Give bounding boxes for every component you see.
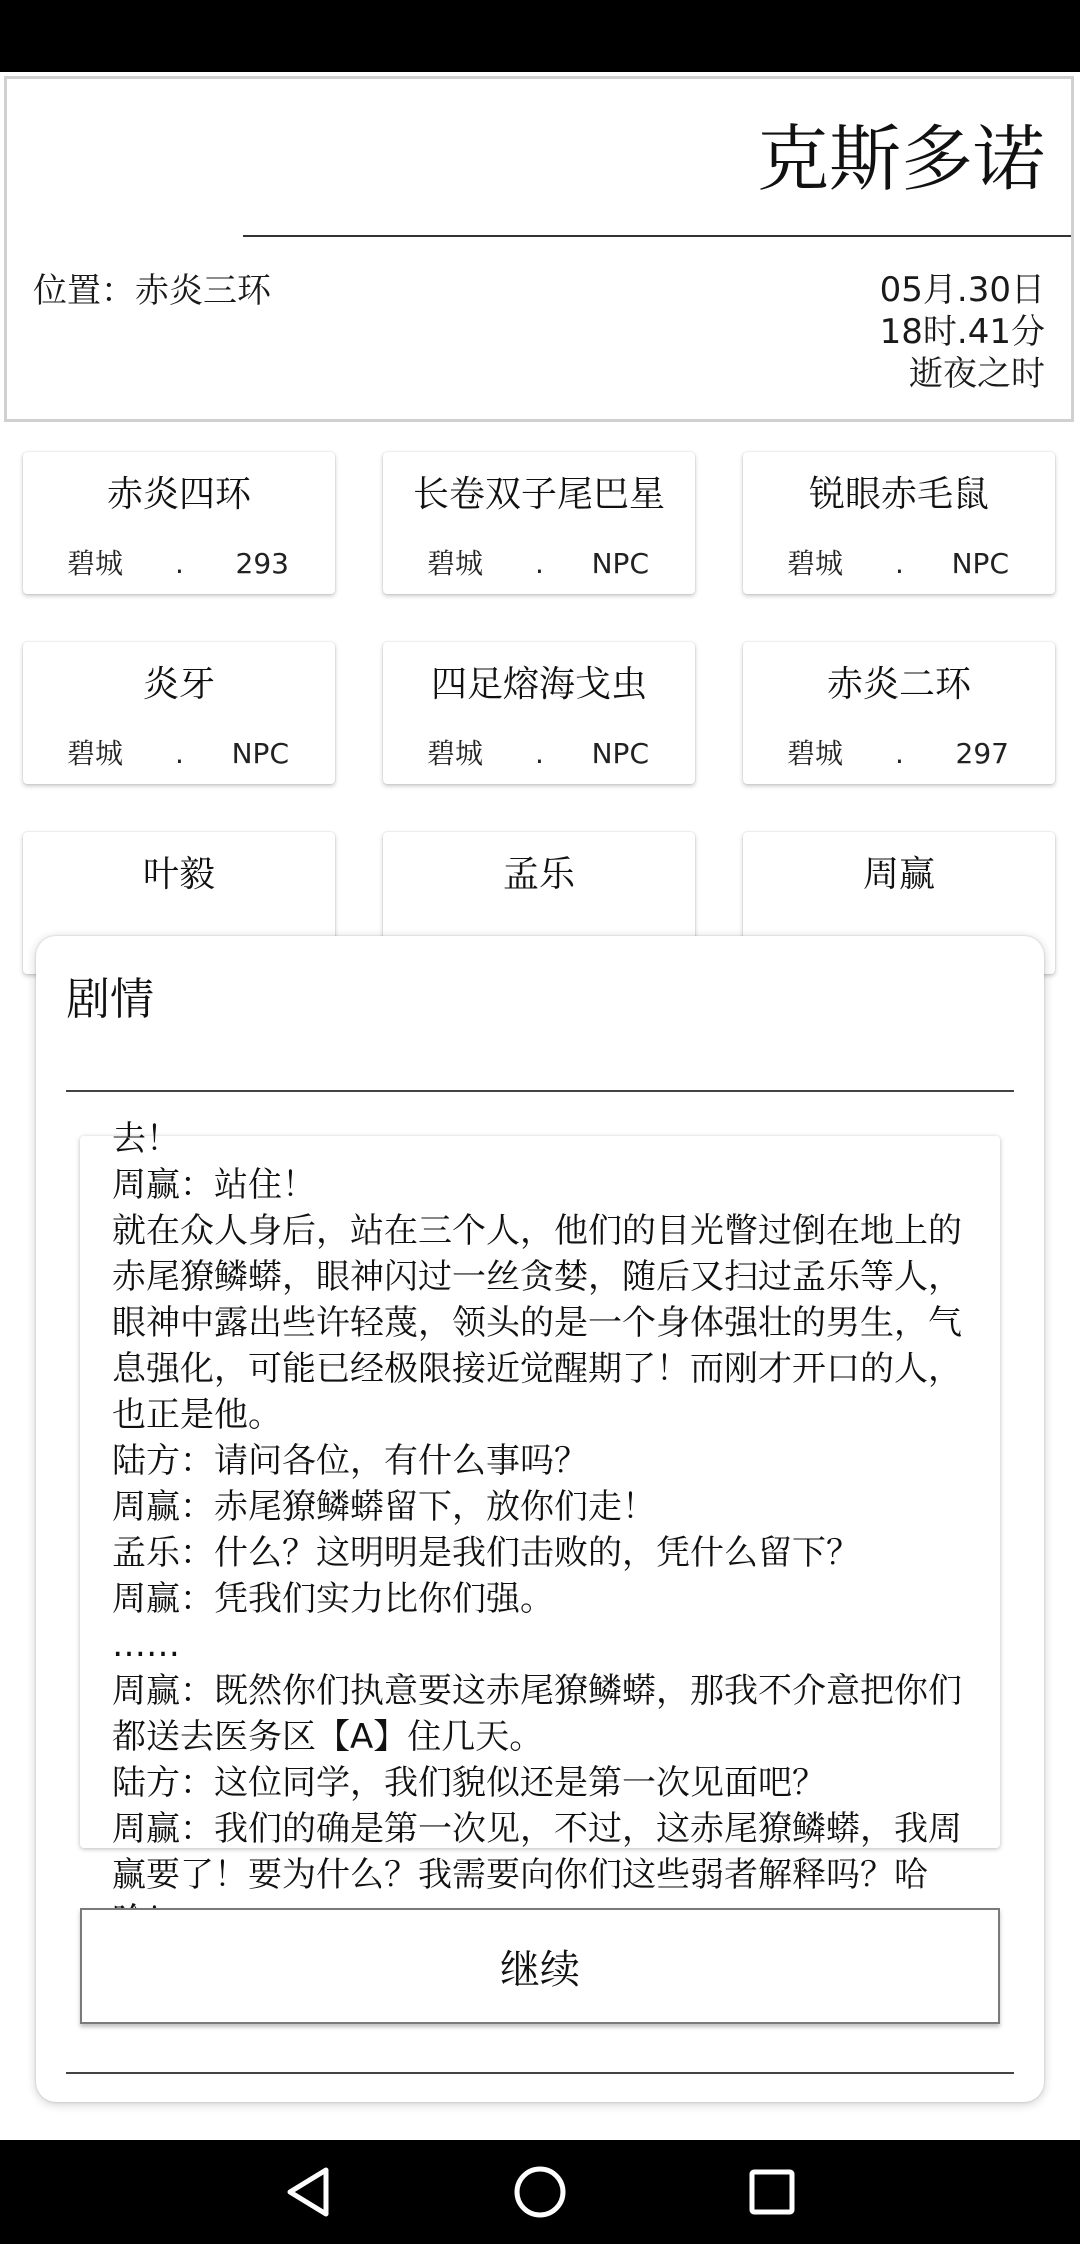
entity-name: 叶毅 [142,854,215,895]
entity-separator: . [175,737,184,770]
entity-value: 293 [235,547,289,580]
entity-name: 炎牙 [142,664,215,705]
back-triangle-icon[interactable] [282,2164,338,2220]
entity-grid[interactable] [0,430,1080,900]
time-block [880,269,1045,395]
entity-info [743,738,1055,770]
story-line: 陆方：请问各位，有什么事吗？ [112,1441,588,1481]
story-text [112,1116,974,1944]
story-line: 孟乐：什么？这明明是我们击败的，凭什么留下？ [112,1533,860,1573]
dialog-divider [66,1090,1014,1092]
entity-info [383,548,695,580]
story-line: 陆方：这位同学，我们貌似还是第一次见面吧？ [112,1763,826,1803]
location-label: 位置：赤炎三环 [33,271,271,311]
story-line: …… [112,1625,180,1665]
entity-card[interactable] [383,642,695,784]
period-label: 逝夜之时 [909,354,1045,394]
story-line: 去！ [112,1119,180,1159]
story-line: 就在众人身后，站在三个人，他们的目光瞥过倒在地上的赤尾獠鳞蟒，眼神闪过一丝贪婪，随后又扫过孟乐等人，眼神中露出些许轻蔑，领头的是一个身体强壮的男生，气息强化，可能已经极限接近觉醒期了！而刚才开口的人，也正是他。 [112,1211,962,1435]
entity-region: 碧城 [427,547,484,580]
entity-card[interactable] [383,452,695,594]
entity-name: 赤炎四环 [106,474,251,515]
dialog-divider [66,2072,1014,2074]
entity-separator: . [535,737,544,770]
entity-region: 碧城 [67,547,124,580]
time-label: 18时.41分 [879,312,1045,352]
entity-separator: . [895,737,904,770]
entity-card[interactable] [743,452,1055,594]
entity-region: 碧城 [67,737,124,770]
entity-region: 碧城 [787,737,844,770]
entity-info [743,548,1055,580]
entity-value: NPC [591,547,649,580]
entity-value: NPC [231,737,289,770]
continue-button[interactable]: 继续 [80,1908,1000,2024]
home-circle-icon[interactable] [512,2164,568,2220]
entity-name: 长卷双子尾巴星 [412,474,665,515]
entity-separator: . [895,547,904,580]
entity-info [23,738,335,770]
story-line: 周赢：凭我们实力比你们强。 [112,1579,554,1619]
story-line: 周赢：赤尾獠鳞蟒留下，放你们走！ [112,1487,656,1527]
entity-value: NPC [951,547,1009,580]
entity-card[interactable] [23,642,335,784]
header-card [4,76,1074,422]
entity-separator: . [535,547,544,580]
story-text-box[interactable] [80,1119,1000,1895]
entity-separator: . [175,547,184,580]
dialog-title: 剧情 [66,974,154,1025]
entity-value: NPC [591,737,649,770]
title-divider [243,235,1071,237]
date-label: 05月.30日 [879,270,1045,310]
entity-name: 四足熔海戈虫 [430,664,647,705]
game-title: 克斯多诺 [756,117,1045,201]
story-line: 周赢：站住！ [112,1165,316,1205]
entity-name: 锐眼赤毛鼠 [808,474,989,515]
story-dialog [36,936,1044,2102]
entity-name: 赤炎二环 [826,664,971,705]
story-line: 周赢：我们的确是第一次见，不过，这赤尾獠鳞蟒，我周赢要了！要为什么？我需要向你们这些弱者解释吗？哈 [112,1809,962,1895]
recents-square-icon[interactable] [744,2164,800,2220]
entity-name: 孟乐 [502,854,575,895]
entity-name: 周赢 [862,854,935,895]
entity-info [23,548,335,580]
navigation-bar [0,2140,1080,2244]
entity-info [383,738,695,770]
story-line: 周赢：既然你们执意要这赤尾獠鳞蟒，那我不介意把你们都送去医务区【A】住几天。 [112,1671,962,1757]
status-bar [0,0,1080,72]
entity-card[interactable] [23,452,335,594]
entity-value: 297 [955,737,1009,770]
entity-card[interactable] [743,642,1055,784]
entity-region: 碧城 [787,547,844,580]
entity-region: 碧城 [427,737,484,770]
